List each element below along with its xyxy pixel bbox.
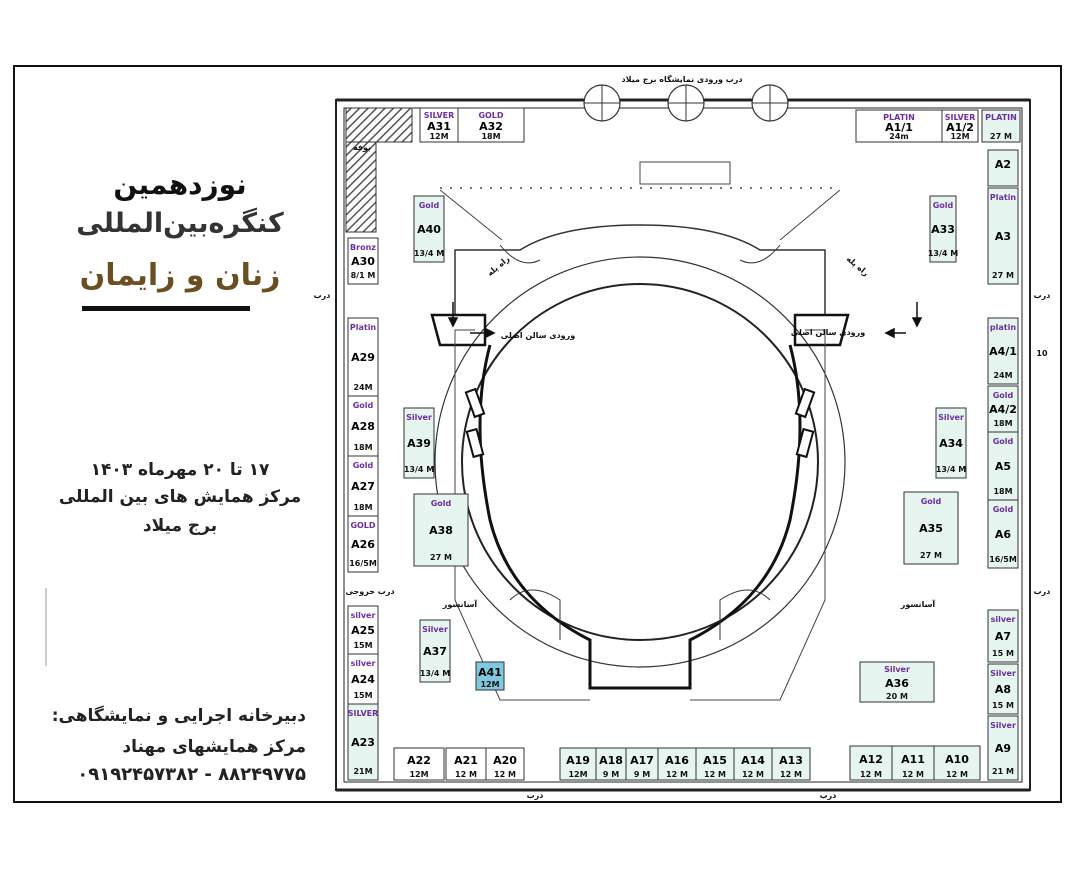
booth-size: 21M xyxy=(353,767,373,776)
booth-a29[interactable] xyxy=(348,318,378,396)
booth-id: A4/2 xyxy=(989,403,1017,416)
booth-tier: Gold xyxy=(992,505,1014,514)
contact-label: دبیرخانه اجرایی و نمایشگاهی: xyxy=(51,706,306,726)
booth-id: A37 xyxy=(423,645,447,658)
booth-id: A12 xyxy=(859,753,883,766)
booth-size: 9 M xyxy=(602,770,620,779)
booth-tier: SILVER xyxy=(347,709,379,718)
door-south2-label: درب xyxy=(819,791,837,800)
booth-size: 18M xyxy=(993,487,1013,496)
booth-a16[interactable] xyxy=(658,748,696,780)
booth-tier: Platin xyxy=(989,193,1017,202)
booth-tier: Gold xyxy=(992,437,1014,446)
booth-size: 16/5M xyxy=(349,559,377,568)
booth-id: A27 xyxy=(351,480,375,493)
booth-a20[interactable] xyxy=(486,748,524,780)
booth-id: A9 xyxy=(994,742,1012,755)
booth-tier: silver xyxy=(990,615,1016,624)
booth-id: A35 xyxy=(919,522,943,535)
booth-size: 27 M xyxy=(992,271,1014,280)
booth-a32[interactable] xyxy=(458,108,524,142)
main-hall-entrance-right: ورودی سالن اصلی xyxy=(790,328,866,337)
booth-tier: Silver xyxy=(406,413,432,422)
booth-size: 12M xyxy=(409,770,429,779)
booth-size: 24M xyxy=(353,383,373,392)
booth-size: 18M xyxy=(353,503,373,512)
booth-a39[interactable] xyxy=(404,408,434,478)
booth-id: A14 xyxy=(741,754,765,767)
booth-a37[interactable] xyxy=(420,620,450,682)
booth-a2[interactable] xyxy=(988,150,1018,186)
booth-id: A8 xyxy=(994,683,1012,696)
booth-size: 18M xyxy=(993,419,1013,428)
elevator-right-label: آسانسور xyxy=(900,600,936,609)
booth-a19[interactable] xyxy=(560,748,596,780)
booth-id: A22 xyxy=(407,754,431,767)
booth-a1-1[interactable] xyxy=(856,110,942,142)
booth-a11[interactable] xyxy=(892,746,934,780)
booth-id: A18 xyxy=(599,754,623,767)
booth-size: 12 M xyxy=(902,770,924,779)
booth-id: A38 xyxy=(429,524,453,537)
dim-ten-label: 10 xyxy=(1036,349,1048,358)
booth-tier: Platin xyxy=(349,323,377,332)
booth-tier: silver xyxy=(350,659,376,668)
booth-size: 18M xyxy=(353,443,373,452)
booth-a38[interactable] xyxy=(414,494,468,566)
booth-a13[interactable] xyxy=(772,748,810,780)
booth-id: A28 xyxy=(351,420,375,433)
booth-a40[interactable] xyxy=(414,196,444,262)
booth-tier: GOLD xyxy=(478,111,504,120)
booth-tier: Gold xyxy=(430,499,452,508)
booth-a34[interactable] xyxy=(936,408,966,478)
booth-a14[interactable] xyxy=(734,748,772,780)
booth-size: 8/1 M xyxy=(350,271,376,280)
booth-tier: platin xyxy=(989,323,1017,332)
booth-id: A33 xyxy=(931,223,955,236)
booth-id: A16 xyxy=(665,754,689,767)
booth-a27[interactable] xyxy=(348,456,378,516)
booth-id: A17 xyxy=(630,754,654,767)
main-hall-entrance-left: ورودی سالن اصلی xyxy=(500,331,576,340)
booth-a18[interactable] xyxy=(596,748,626,780)
main-hall xyxy=(432,225,848,700)
buffet-area xyxy=(346,108,412,232)
booth-id: A36 xyxy=(885,677,909,690)
title-line-3: زنان و زایمان xyxy=(79,258,281,293)
booth-size: 13/4 M xyxy=(403,465,435,474)
booth-a24[interactable] xyxy=(348,654,378,704)
booth-size: 21 M xyxy=(992,767,1014,776)
booth-a31[interactable] xyxy=(420,108,458,142)
booth-a41[interactable] xyxy=(476,662,504,690)
booth-a22[interactable] xyxy=(394,748,444,780)
booth-id: A1/1 xyxy=(885,121,913,134)
booth-size: 12 M xyxy=(494,770,516,779)
booth-tier: SILVER xyxy=(423,111,455,120)
booth-size: 13/4 M xyxy=(927,249,959,258)
diagonals xyxy=(440,190,840,240)
booth-size: 13/4 M xyxy=(935,465,967,474)
booth-tier: Silver xyxy=(990,721,1016,730)
booth-id: A5 xyxy=(994,460,1012,473)
booth-id: A1/2 xyxy=(946,121,974,134)
booth-size: 12 M xyxy=(666,770,688,779)
booth-size: 24m xyxy=(889,132,909,141)
booth-tier: Silver xyxy=(938,413,964,422)
booth-a35[interactable] xyxy=(904,492,958,564)
booth-a7[interactable] xyxy=(988,610,1018,662)
booth-id: A19 xyxy=(566,754,590,767)
event-tower: برج میلاد xyxy=(142,516,218,536)
booth-size: 27 M xyxy=(990,132,1012,141)
booth-a6[interactable] xyxy=(988,500,1018,568)
booth-tier: Silver xyxy=(990,669,1016,678)
event-venue: مرکز همایش های بین المللی xyxy=(58,487,302,507)
booth-tier: PLATIN xyxy=(985,113,1017,122)
door-south1-label: درب xyxy=(526,791,544,800)
booth-size: 12 M xyxy=(860,770,882,779)
booth-id: A3 xyxy=(994,230,1012,243)
booth-id: A13 xyxy=(779,754,803,767)
dotted-row xyxy=(440,162,840,188)
booth-a1-2[interactable] xyxy=(942,110,978,142)
booth-a4-2[interactable] xyxy=(988,386,1018,432)
door-west-label: درب xyxy=(313,291,331,300)
booth-id: A25 xyxy=(351,624,375,637)
booth-size: 13/4 M xyxy=(413,249,445,258)
title-line-2: کنگره‌بین‌المللی xyxy=(76,208,284,239)
booth-id: A4/1 xyxy=(989,345,1017,358)
booth-a28[interactable] xyxy=(348,396,378,456)
booth-a8[interactable] xyxy=(988,664,1018,714)
booth-id: A7 xyxy=(994,630,1012,643)
booth-tier: GOLD xyxy=(350,521,376,530)
booth-tier: Silver xyxy=(884,665,910,674)
booth-size: 15 M xyxy=(992,649,1014,658)
booth-tier: Silver xyxy=(422,625,448,634)
booth-size: 12M xyxy=(568,770,588,779)
booth-size: 20 M xyxy=(886,692,908,701)
booth-id: A2 xyxy=(994,158,1012,171)
booth-id: A26 xyxy=(351,538,375,551)
booth-tier: Gold xyxy=(920,497,942,506)
booth-a4-1[interactable] xyxy=(988,318,1018,384)
booth-a3[interactable] xyxy=(988,188,1018,284)
booth-id: A34 xyxy=(939,437,963,450)
booth-size: 12M xyxy=(480,680,500,689)
booth-size: 16/5M xyxy=(989,555,1017,564)
stairs-right-label: راه پله xyxy=(844,254,871,278)
buffet-label: بوفه xyxy=(352,143,372,152)
booth-id: A15 xyxy=(703,754,727,767)
booth-id: A39 xyxy=(407,437,431,450)
booth-unnamed-4[interactable] xyxy=(982,110,1020,142)
booth-size: 12M xyxy=(950,132,970,141)
stairs-left-label: راه پله xyxy=(485,254,512,278)
booth-id: A40 xyxy=(417,223,441,236)
booth-size: 24M xyxy=(993,371,1013,380)
booth-tier: Gold xyxy=(932,201,954,210)
booth-a30[interactable] xyxy=(348,238,378,284)
booth-tier: PLATIN xyxy=(883,113,915,122)
door-east2-label: درب xyxy=(1033,587,1051,596)
top-entrance-label: درب ورودی نمایشگاه برج میلاد xyxy=(621,75,743,84)
booth-a33[interactable] xyxy=(928,196,958,262)
booth-tier: Gold xyxy=(418,201,440,210)
booth-size: 15M xyxy=(353,641,373,650)
booth-id: A32 xyxy=(479,120,503,133)
booth-a12[interactable] xyxy=(850,746,892,780)
booth-size: 15M xyxy=(353,691,373,700)
booth-id: A23 xyxy=(351,736,375,749)
booth-tier: Gold xyxy=(352,401,374,410)
booth-a5[interactable] xyxy=(988,432,1018,500)
booth-id: A29 xyxy=(351,351,375,364)
contact-phones: ۸۸۲۴۹۷۷۵ - ۰۹۱۹۲۴۵۷۳۸۲ xyxy=(77,764,306,785)
booth-size: 12 M xyxy=(946,770,968,779)
booth-a15[interactable] xyxy=(696,748,734,780)
booth-size: 12 M xyxy=(742,770,764,779)
booth-size: 12 M xyxy=(704,770,726,779)
booth-size: 13/4 M xyxy=(419,669,451,678)
booth-id: A10 xyxy=(945,753,969,766)
booth-id: A31 xyxy=(427,120,451,133)
booth-size: 15 M xyxy=(992,701,1014,710)
booth-a17[interactable] xyxy=(626,748,658,780)
booth-a25[interactable] xyxy=(348,606,378,654)
booth-tier: Gold xyxy=(992,391,1014,400)
booth-a10[interactable] xyxy=(934,746,980,780)
booth-size: 12 M xyxy=(455,770,477,779)
door-east-label: درب xyxy=(1033,291,1051,300)
booth-a23[interactable] xyxy=(348,704,379,780)
booth-size: 27 M xyxy=(430,553,452,562)
title-line-1: نوزدهمین xyxy=(113,168,247,201)
entrance-columns xyxy=(584,85,788,121)
booth-id: A20 xyxy=(493,754,517,767)
booth-a21[interactable] xyxy=(446,748,486,780)
booth-a9[interactable] xyxy=(988,716,1018,780)
booth-id: A11 xyxy=(901,753,925,766)
exit-label: درب خروجی xyxy=(345,587,395,596)
booth-tier: silver xyxy=(350,611,376,620)
booth-size: 18M xyxy=(481,132,501,141)
elevator-left-label: آسانسور xyxy=(442,600,478,609)
booth-id: A21 xyxy=(454,754,478,767)
booth-size: 9 M xyxy=(633,770,651,779)
booth-size: 12M xyxy=(429,132,449,141)
booth-id: A24 xyxy=(351,673,375,686)
booth-tier: Gold xyxy=(352,461,374,470)
booth-id: A41 xyxy=(478,666,502,679)
booth-tier: SILVER xyxy=(944,113,976,122)
booth-id: A30 xyxy=(351,255,375,268)
booth-a36[interactable] xyxy=(860,662,934,702)
event-date: ۱۷ تا ۲۰ مهرماه ۱۴۰۳ xyxy=(90,460,270,480)
booth-id: A6 xyxy=(994,528,1012,541)
booth-a26[interactable] xyxy=(348,516,378,572)
booth-size: 27 M xyxy=(920,551,942,560)
contact-org: مرکز همایشهای مهناد xyxy=(122,737,306,757)
booth-tier: Bronz xyxy=(350,243,376,252)
booth-size: 12 M xyxy=(780,770,802,779)
